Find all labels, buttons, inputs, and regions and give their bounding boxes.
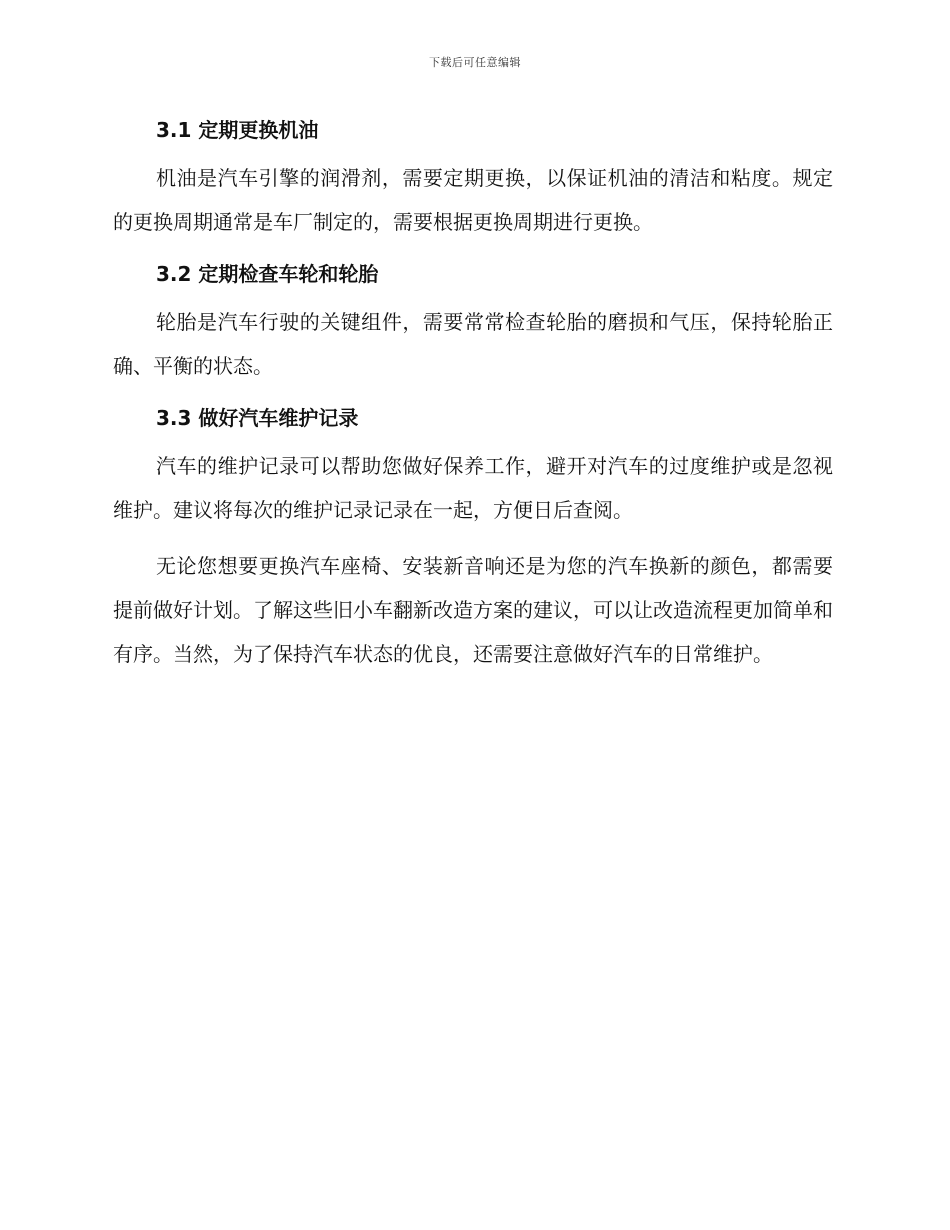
section-heading-3-2: 3.2 定期检查车轮和轮胎: [156, 262, 379, 286]
section-body-3-1: 机油是汽车引擎的润滑剂，需要定期更换，以保证机油的清洁和粘度。规定的更换周期通常是车厂制定的，需要根据更换周期进行更换。: [113, 166, 833, 234]
section-body-3-3: 汽车的维护记录可以帮助您做好保养工作，避开对汽车的过度维护或是忽视维护。建议将每次的维护记录记录在一起，方便日后查阅。: [113, 454, 833, 522]
page-header: 下载后可任意编辑: [429, 56, 521, 69]
document-content: [113, 112, 833, 676]
conclusion-paragraph: 无论您想要更换汽车座椅、安装新音响还是为您的汽车换新的颜色，都需要提前做好计划。了解这些旧小车翻新改造方案的建议，可以让改造流程更加简单和有序。当然，为了保持汽车状态的优良，还需要注意做好汽车的日常维护。: [113, 554, 833, 666]
section-heading-3-3: 3.3 做好汽车维护记录: [156, 406, 359, 430]
section-heading-3-1: 3.1 定期更换机油: [156, 118, 319, 142]
section-body-3-2: 轮胎是汽车行驶的关键组件，需要常常检查轮胎的磨损和气压，保持轮胎正确、平衡的状态。: [113, 310, 833, 378]
